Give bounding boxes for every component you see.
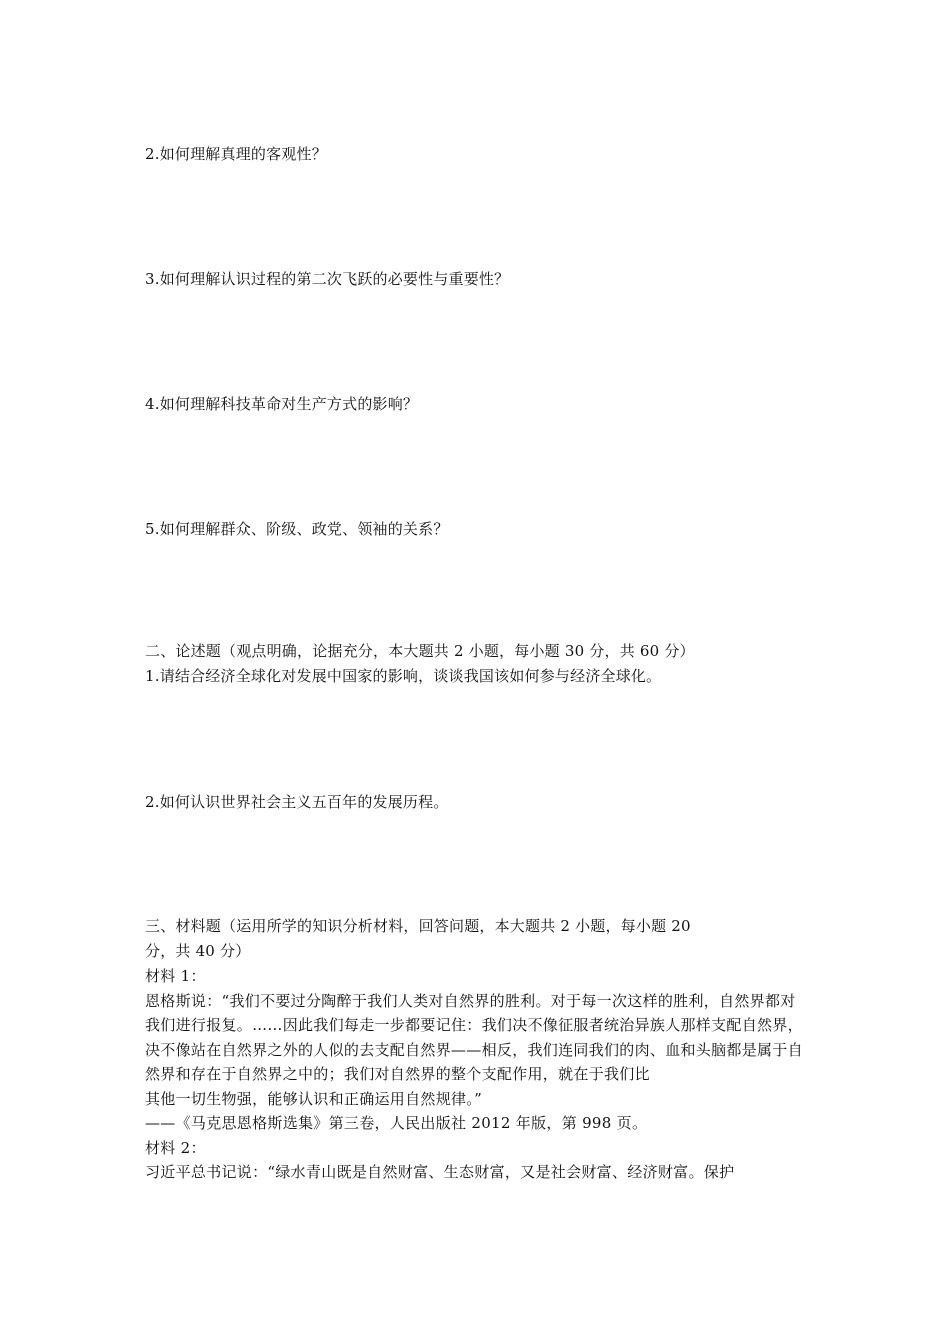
essay-question-2: 2.如何认识世界社会主义五百年的发展历程。 bbox=[145, 793, 449, 811]
question-3: 3.如何理解认识过程的第二次飞跃的必要性与重要性？ bbox=[145, 270, 510, 288]
question-4: 4.如何理解科技革命对生产方式的影响？ bbox=[145, 395, 419, 413]
essay-question-1: 1.请结合经济全球化对发展中国家的影响，谈谈我国该如何参与经济全球化。 bbox=[145, 667, 662, 685]
material-block bbox=[145, 964, 805, 1185]
material-1-text: 恩格斯说：“我们不要过分陶醉于我们人类对自然界的胜利。对于每一次这样的胜利，自然界都对我们进行报复。……因此我们每走一步都要记住：我们决不像征服者统治异族人那样支配自然界，决不像站在自然界之外的人似的去支配自然界——相反，我们连同我们的肉、血和头脑都是属于自然界和存在于自然界之中的；我们对自然界的整个支配作用，就在于我们比 bbox=[145, 991, 803, 1083]
material-1-text-continued: 其他一切生物强，能够认识和正确运用自然规律。” bbox=[145, 1089, 483, 1108]
question-2: 2.如何理解真理的客观性？ bbox=[145, 145, 327, 163]
material-1-label: 材料 1： bbox=[145, 967, 206, 985]
question-5: 5.如何理解群众、阶级、政党、领袖的关系？ bbox=[145, 520, 449, 538]
section-3-heading-line-1: 三、材料题（运用所学的知识分析材料，回答问题，本大题共 2 小题，每小题 20 bbox=[145, 917, 691, 935]
section-2-heading: 二、论述题（观点明确，论据充分，本大题共 2 小题，每小题 30 分，共 60 分） bbox=[145, 642, 695, 660]
material-1-source: ——《马克思恩格斯选集》第三卷，人民出版社 2012 年版，第 998 页。 bbox=[145, 1114, 648, 1132]
material-2-text: 习近平总书记说：“绿水青山既是自然财富、生态财富，又是社会财富、经济财富。保护 bbox=[145, 1163, 735, 1181]
material-2-label: 材料 2： bbox=[145, 1138, 206, 1157]
section-3-heading-line-2: 分，共 40 分） bbox=[145, 942, 251, 960]
